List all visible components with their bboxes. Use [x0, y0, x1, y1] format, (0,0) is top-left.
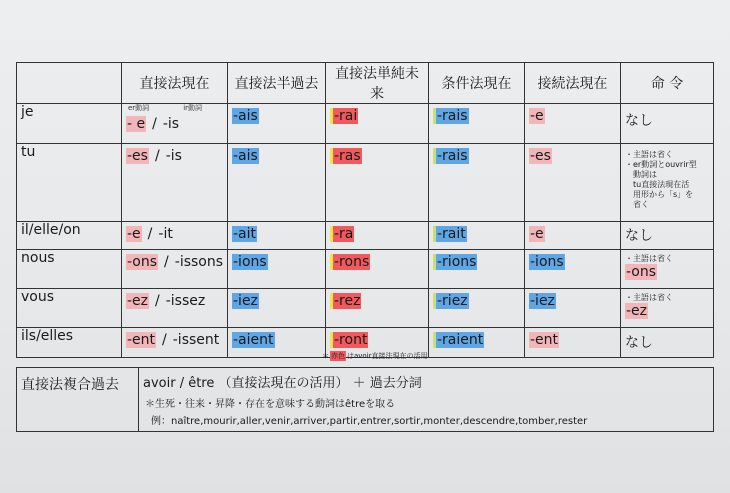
footnote-text: はavoir直接法現在の活用 — [347, 352, 428, 360]
imparfait-nous — [228, 250, 326, 289]
ending: -raient — [437, 332, 484, 348]
futur-tu — [326, 144, 429, 222]
conditionnel-ils — [429, 328, 525, 358]
pronoun-ils: ils/elles — [17, 328, 122, 358]
present-vous — [122, 289, 228, 328]
row-tu — [17, 144, 714, 222]
ending: -ais — [233, 108, 258, 124]
compound-body — [139, 368, 714, 432]
imperatif-notes — [625, 150, 709, 210]
ending-er: -e — [127, 226, 141, 242]
compound-tense-table — [16, 367, 714, 432]
ending: -rai — [334, 108, 358, 124]
slash: / — [152, 116, 157, 132]
note-line: 省く — [633, 200, 649, 209]
note-line: ・er動詞とouvrir型 — [625, 160, 697, 169]
header-conditionnel: 条件法現在 — [429, 63, 525, 104]
imperatif-ending: -ons — [626, 264, 657, 280]
imperatif-il — [621, 222, 714, 250]
imparfait-tu — [228, 144, 326, 222]
slash: / — [164, 254, 169, 270]
note-line: ・主語は省く — [625, 150, 673, 159]
subjonctif-je — [525, 104, 621, 144]
ending: -ais — [233, 148, 258, 164]
ending-ir: -issent — [172, 332, 220, 348]
ending: -ions — [530, 254, 564, 270]
header-imperatif: 命 令 — [621, 63, 714, 104]
ending: -aient — [233, 332, 274, 348]
conditionnel-je — [429, 104, 525, 144]
imperatif-ending: -ez — [626, 303, 648, 319]
imperatif-tu — [621, 144, 714, 222]
header-empty — [17, 63, 122, 104]
imperatif-vous — [621, 289, 714, 328]
imperatif-note: ・主語は省く — [625, 254, 673, 263]
compound-note: ＊生死・往来・昇降・存在を意味する動詞はêtreを取る — [145, 399, 396, 410]
conditionnel-nous — [429, 250, 525, 289]
pronoun-je: je — [17, 104, 122, 144]
row-vous — [17, 289, 714, 328]
compound-label: 直接法複合過去 — [17, 368, 139, 432]
row-je — [17, 104, 714, 144]
subjonctif-ils — [525, 328, 621, 358]
header-imparfait: 直接法半過去 — [228, 63, 326, 104]
ending-er: -ent — [127, 332, 156, 348]
imperatif-none: なし — [625, 113, 653, 129]
ending: -ra — [334, 226, 354, 242]
imperatif-none: なし — [625, 335, 653, 351]
imperatif-je — [621, 104, 714, 144]
imperatif-note: ・主語は省く — [625, 293, 673, 302]
pronoun-tu: tu — [17, 144, 122, 222]
futur-nous — [326, 250, 429, 289]
conditionnel-il — [429, 222, 525, 250]
ending: -es — [530, 148, 551, 164]
slash: / — [162, 332, 167, 348]
ending-er: -ons — [127, 254, 158, 270]
ending: -ions — [233, 254, 267, 270]
note-line: tu直接法現在活 — [633, 180, 690, 189]
conjugation-table — [16, 62, 714, 358]
present-tu — [122, 144, 228, 222]
slash: / — [154, 148, 160, 164]
ending-er: -ez — [127, 293, 149, 309]
ending-er: -es — [127, 148, 148, 164]
header-futur: 直接法単純未来 — [326, 63, 429, 104]
subjonctif-nous — [525, 250, 621, 289]
ending-ir: -issez — [165, 293, 206, 309]
ending: -rais — [437, 148, 468, 164]
imparfait-vous — [228, 289, 326, 328]
futur-vous — [326, 289, 429, 328]
note-line: 動詞は — [633, 170, 657, 179]
ending: -ront — [334, 332, 368, 348]
ending-ir: -is — [162, 116, 180, 132]
futur-je — [326, 104, 429, 144]
header-subjonctif: 接続法現在 — [525, 63, 621, 104]
ending: -e — [530, 108, 544, 124]
ending-ir: -is — [165, 148, 182, 164]
imparfait-il — [228, 222, 326, 250]
ending: -iez — [530, 293, 555, 309]
slash: / — [147, 226, 153, 242]
futur-il — [326, 222, 429, 250]
ending: -rez — [334, 293, 361, 309]
ending-er: - e — [127, 116, 146, 132]
imperatif-ils — [621, 328, 714, 358]
pronoun-vous: vous — [17, 289, 122, 328]
subjonctif-vous — [525, 289, 621, 328]
imparfait-ils — [228, 328, 326, 358]
pronoun-nous: nous — [17, 250, 122, 289]
present-il — [122, 222, 228, 250]
ending-ir: -issons — [174, 254, 224, 270]
subjonctif-il — [525, 222, 621, 250]
slash: / — [155, 293, 160, 309]
ending: -rait — [437, 226, 466, 242]
conditionnel-vous — [429, 289, 525, 328]
row-il — [17, 222, 714, 250]
compound-examples: 例：naître,mourir,aller,venir,arriver,partir,entrer,sortir,monter,descendre,tomber,rester — [151, 416, 588, 427]
ending: -iez — [233, 293, 258, 309]
imperatif-nous — [621, 250, 714, 289]
ending: -rais — [437, 108, 468, 124]
ending-ir: -it — [158, 226, 173, 242]
ending: -rons — [334, 254, 370, 270]
conditionnel-tu — [429, 144, 525, 222]
ending: -e — [530, 226, 544, 242]
pronoun-il: il/elle/on — [17, 222, 122, 250]
imperatif-none: なし — [625, 228, 653, 244]
ending: -rions — [437, 254, 477, 270]
ending: -ait — [233, 226, 257, 242]
ending: -ras — [334, 148, 361, 164]
row-nous — [17, 250, 714, 289]
ending: -riez — [437, 293, 468, 309]
footnote-marker: ＊ — [322, 352, 329, 360]
er-verb-label: er動詞 — [128, 104, 150, 112]
subjonctif-tu — [525, 144, 621, 222]
imparfait-je — [228, 104, 326, 144]
present-je — [122, 104, 228, 144]
note-line: 用形から「s」を — [633, 190, 694, 199]
present-nous — [122, 250, 228, 289]
compound-formula: avoir / être （直接法現在の活用） ＋ 過去分詞 — [143, 376, 422, 391]
footnote-highlight: 赤色 — [331, 352, 345, 360]
header-present: 直接法現在 — [122, 63, 228, 104]
ir-verb-label: ir動詞 — [183, 104, 203, 112]
footnote — [322, 351, 428, 361]
ending: -ent — [530, 332, 559, 348]
header-row — [17, 63, 714, 104]
present-ils — [122, 328, 228, 358]
